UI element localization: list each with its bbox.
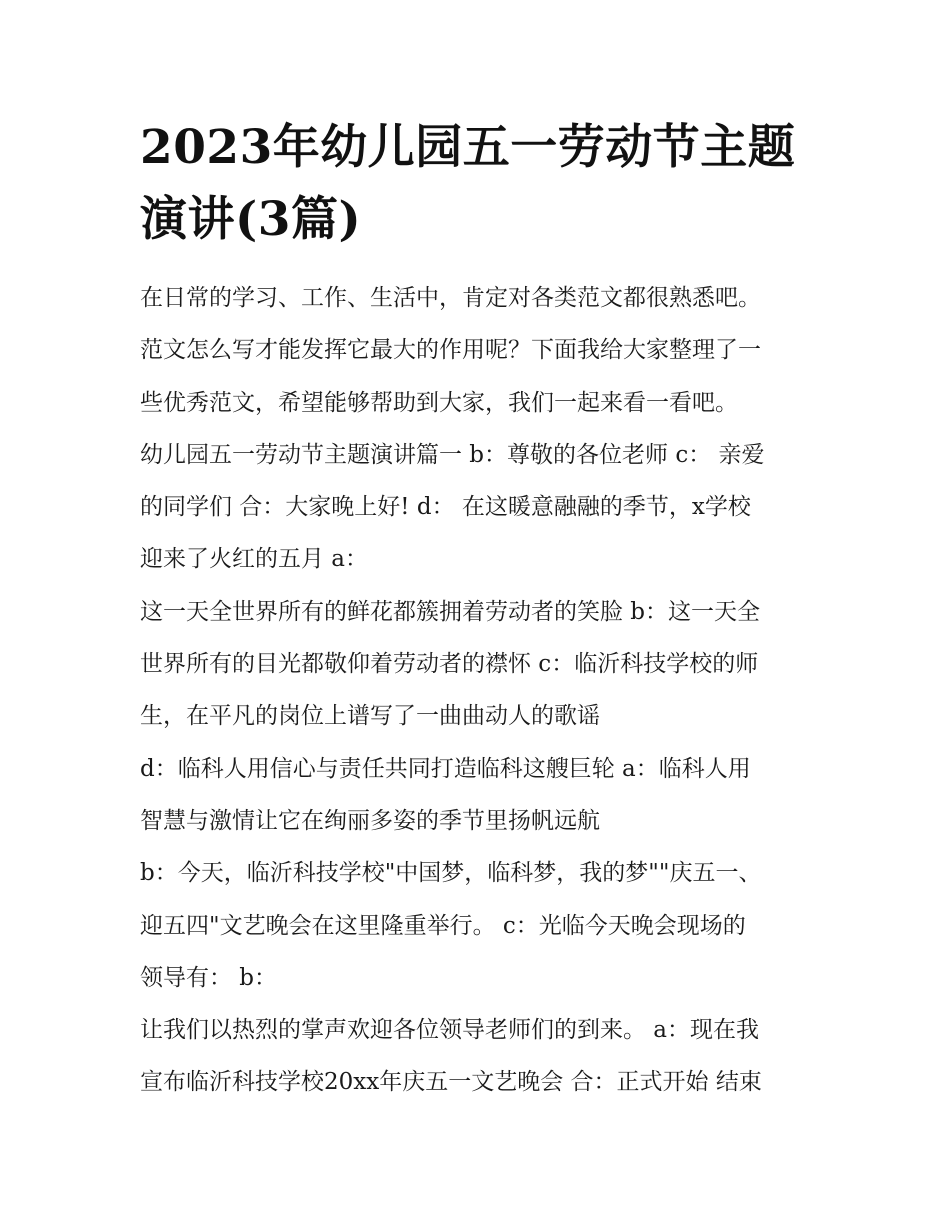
body-line-15: 让我们以热烈的掌声欢迎各位领导老师们的到来。 a：现在我 bbox=[140, 1017, 760, 1044]
body-line-16: 宣布临沂科技学校20xx年庆五一文艺晚会 合：正式开始 结束 bbox=[140, 1069, 762, 1096]
body-line-12: b：今天，临沂科技学校"中国梦，临科梦，我的梦""庆五一、 bbox=[140, 860, 762, 887]
title-line-1: 2023年幼儿园五一劳动节主题 bbox=[140, 120, 796, 175]
body-line-1: 在日常的学习、工作、生活中，肯定对各类范文都很熟悉吧。 bbox=[140, 285, 761, 311]
document-body bbox=[140, 272, 830, 1109]
body-line-3: 些优秀范文，希望能够帮助到大家，我们一起来看一看吧。 bbox=[140, 389, 738, 416]
document-title bbox=[140, 112, 820, 256]
body-line-5: 的同学们 合：大家晚上好! d： 在这暖意融融的季节，x学校 bbox=[140, 494, 751, 521]
body-line-14: 领导有： b： bbox=[140, 964, 278, 991]
body-line-8: 世界所有的目光都敬仰着劳动者的襟怀 c：临沂科技学校的师 bbox=[140, 651, 759, 678]
body-line-2: 范文怎么写才能发挥它最大的作用呢？下面我给大家整理了一 bbox=[140, 337, 761, 364]
title-line-2: 演讲(3篇) bbox=[140, 192, 362, 247]
body-line-10: d：临科人用信心与责任共同打造临科这艘巨轮 a：临科人用 bbox=[140, 755, 751, 782]
body-line-7: 这一天全世界所有的鲜花都簇拥着劳动者的笑脸 b：这一天全 bbox=[140, 598, 761, 625]
body-line-9: 生，在平凡的岗位上谱写了一曲曲动人的歌谣 bbox=[140, 703, 600, 730]
body-line-11: 智慧与激情让它在绚丽多姿的季节里扬帆远航 bbox=[140, 807, 600, 834]
body-line-13: 迎五四"文艺晚会在这里隆重举行。 c：光临今天晚会现场的 bbox=[140, 912, 746, 939]
body-line-6: 迎来了火红的五月 a： bbox=[140, 546, 369, 573]
body-line-4: 幼儿园五一劳动节主题演讲篇一 b：尊敬的各位老师 c： 亲爱 bbox=[140, 441, 765, 468]
